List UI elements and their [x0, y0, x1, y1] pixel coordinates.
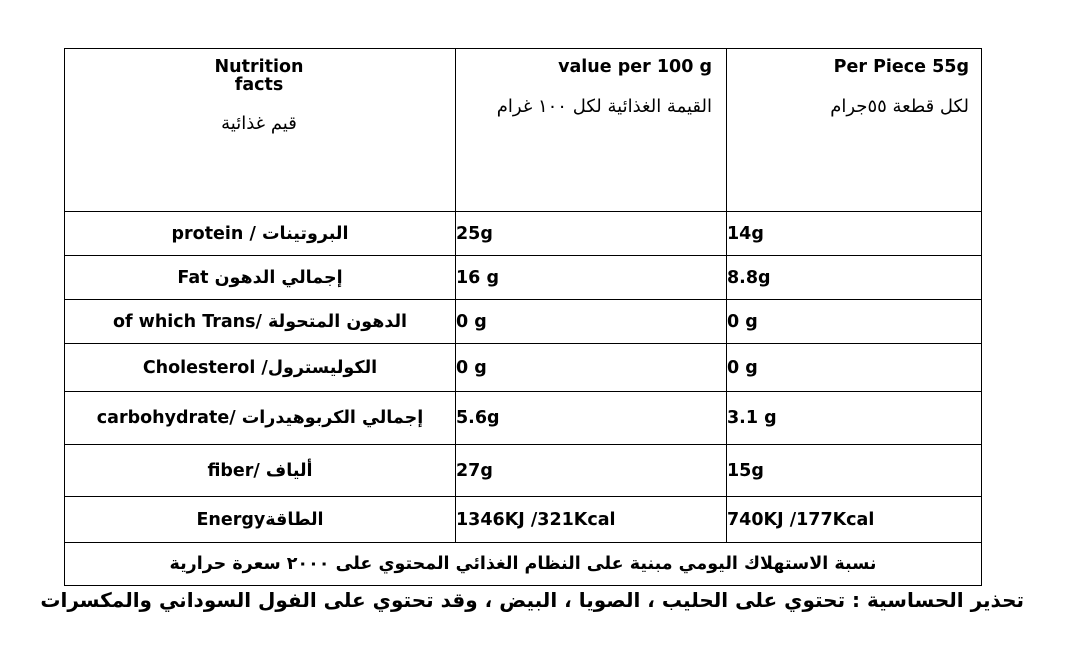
table-row: [65, 344, 982, 392]
row-per100-value: 5.6g: [456, 392, 727, 445]
header-per-100g-en: value per 100 g: [558, 57, 712, 77]
row-per100-value: 1346KJ /321Kcal: [456, 497, 727, 543]
row-label: of which Trans/ الدهون المتحولة: [65, 300, 456, 344]
table-row: [65, 445, 982, 497]
row-perpiece-value: 14g: [727, 212, 982, 256]
row-perpiece-value: 0 g: [727, 300, 982, 344]
table-row: [65, 256, 982, 300]
daily-value-footnote: نسبة الاستهلاك اليومي مبنية على النظام الغذائي المحتوي على ٢٠٠٠ سعرة حرارية: [65, 543, 982, 586]
row-label: Fat إجمالي الدهون: [65, 256, 456, 300]
header-nutrition-facts: [65, 49, 456, 212]
header-per-piece-en: Per Piece 55g: [833, 57, 969, 77]
row-perpiece-value: 15g: [727, 445, 982, 497]
row-perpiece-value: 0 g: [727, 344, 982, 392]
row-label: carbohydrate/ إجمالي الكربوهيدرات: [65, 392, 456, 445]
row-perpiece-value: 8.8g: [727, 256, 982, 300]
allergy-warning: تحذير الحساسية : تحتوي على الحليب ، الصويا ، البيض ، وقد تحتوي على الفول السوداني والمكسرات: [40, 588, 1024, 612]
row-perpiece-value: 740KJ /177Kcal: [727, 497, 982, 543]
row-label: protein / البروتينات: [65, 212, 456, 256]
footnote-row: [65, 543, 982, 586]
table-row: [65, 212, 982, 256]
row-per100-value: 27g: [456, 445, 727, 497]
nutrition-table: [64, 48, 982, 586]
row-per100-value: 0 g: [456, 344, 727, 392]
row-per100-value: 25g: [456, 212, 727, 256]
row-label: Cholesterol /الكوليسترول: [65, 344, 456, 392]
table-row: [65, 392, 982, 445]
header-nutrition-facts-ar: قيم غذائية: [221, 113, 297, 134]
header-per-piece: [727, 49, 982, 212]
row-per100-value: 16 g: [456, 256, 727, 300]
header-per-piece-ar: لكل قطعة ٥٥جرام: [830, 95, 969, 117]
header-row: [65, 49, 982, 212]
row-label: fiber/ ألياف: [65, 445, 456, 497]
header-per-100g: [456, 49, 727, 212]
row-per100-value: 0 g: [456, 300, 727, 344]
row-perpiece-value: 3.1 g: [727, 392, 982, 445]
header-nutrition-facts-en: Nutrition facts: [214, 57, 304, 95]
table-row: [65, 300, 982, 344]
table-row: [65, 497, 982, 543]
header-per-100g-ar: القيمة الغذائية لكل ١٠٠ غرام: [496, 95, 712, 117]
row-label: Energyالطاقة: [65, 497, 456, 543]
